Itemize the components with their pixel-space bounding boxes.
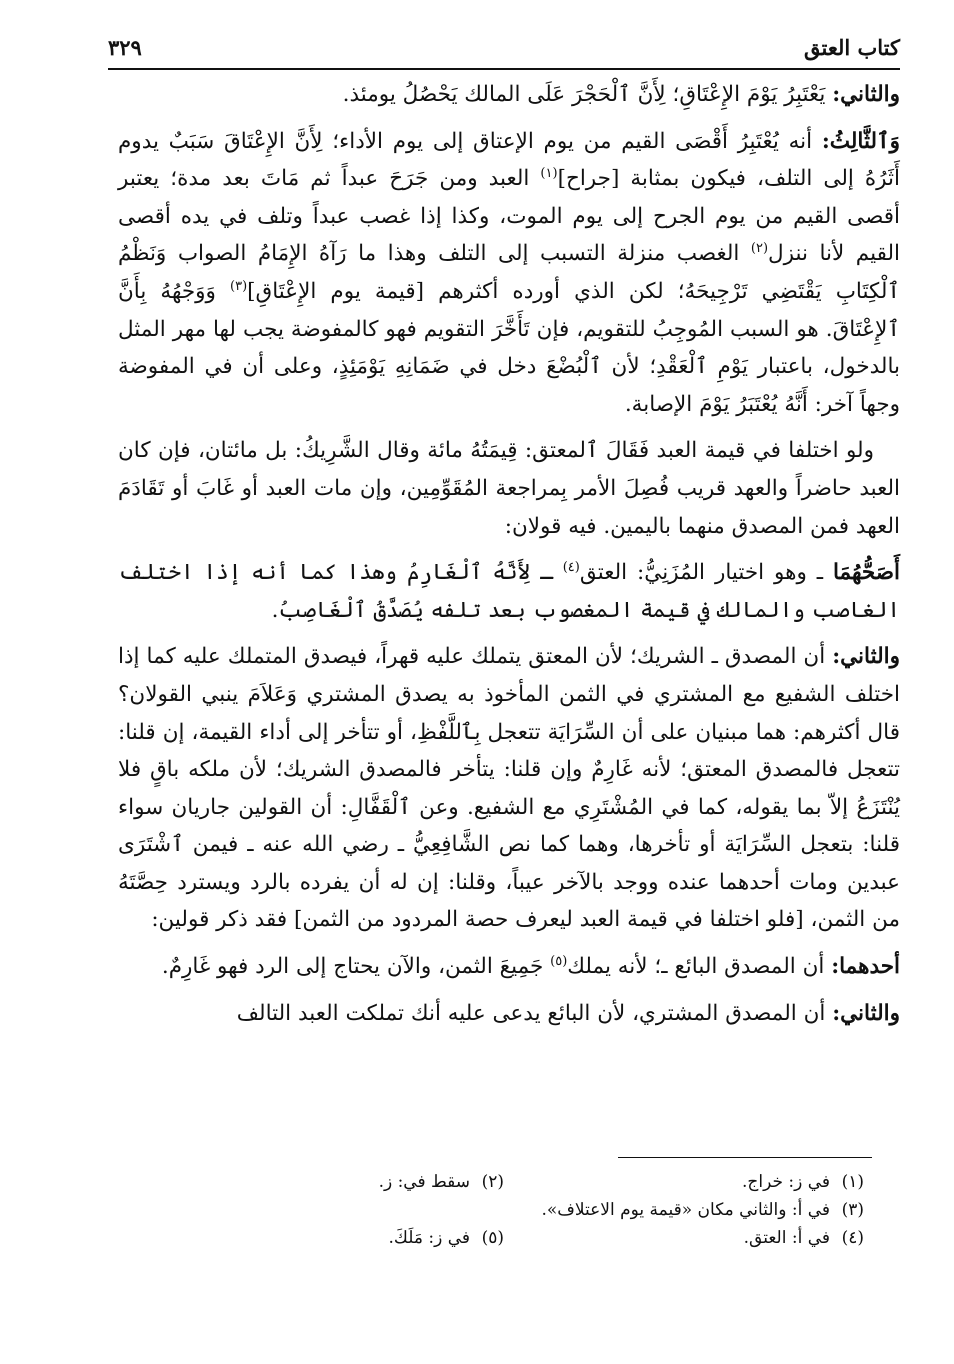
- footnote-row: [140, 1224, 864, 1252]
- page-header: [108, 14, 900, 70]
- footnote-4: [504, 1224, 864, 1252]
- paragraph-lead: والثاني:: [832, 644, 900, 670]
- footnote-2: [144, 1168, 504, 1196]
- footnote-text: سقط في: ز.: [378, 1172, 470, 1192]
- footnote-ref: (٥): [550, 953, 568, 969]
- paragraph-most-correct: [118, 554, 900, 629]
- footnote-number: (٥): [481, 1228, 504, 1248]
- footnote-row: [140, 1168, 864, 1196]
- footnote-number: (٣): [841, 1200, 864, 1220]
- footnote-text: في ز: خراج.: [741, 1172, 830, 1192]
- footnote-1: [504, 1168, 864, 1196]
- paragraph-third-opinion: [118, 123, 900, 424]
- paragraph-text: الغصب منزلة التسبب إلى التلف وهذا ما رَآهُ الإِمَامُ الصواب وَنَظْمُ ٱلْكِتَابِ يَقْتَضِي تَرْجِيحَهُ؛ لكن الذي أورده أكثرهم [قيمة يوم الإِعْتَاقِ]: [118, 241, 900, 304]
- footnotes: [140, 1168, 864, 1252]
- footnote-number: (١): [841, 1172, 864, 1192]
- paragraph-text: جَمِيعَ الثمن، والآن يحتاج إلى الرد فهو غَارِمٌ.: [161, 954, 551, 980]
- paragraph-text: ولو اختلفا في قيمة العبد فَقَالَ ٱلمعتق: قِيمَتُهُ مائة وقال الشَّرِيكُ: بل مائتان، فإن كان العبد حاضراً والعهد قريب فُصِلَ الأمر بِمراجعة المُقَوِّمِين، وإن مات العبد أو غَابَ أو تَقَادَمَ العهد فمن المصدق منهما باليمين. فيه قولان:: [118, 438, 900, 539]
- paragraph-text: يَعْتَبِرُ يَوْمَ الإِعْتَاقِ؛ لِأَنَّ ٱلْحَجْرَ عَلَى المالك يَحْصُلُ يومئذ.: [342, 82, 833, 107]
- footnote-text: في ز: مَلَكَ.: [388, 1228, 470, 1248]
- paragraph-first-seller: [118, 948, 900, 986]
- footnote-number: (٢): [481, 1172, 504, 1192]
- footnote-text: في أ: والثاني مكان «قيمة يوم الاعتلاف».: [541, 1200, 830, 1220]
- paragraph-dispute: [118, 432, 900, 545]
- paragraph-lead: وَٱلثَّالِثُ:: [821, 128, 900, 154]
- footnote-number: (٤): [841, 1228, 864, 1248]
- paragraph-lead: أحدهما:: [831, 954, 900, 980]
- paragraph-text: أنه يُعْتَبِرُ أَقْصَى القيم من يوم الإعتاق إلى يوم الأداء؛ لِأَنَّ الإِعْتَاقَ سَبَبٌ يدوم أَثَرُهُ إلى التلف، فيكون بمثابة [جراح]: [118, 128, 900, 192]
- paragraph-second-opinion: [118, 76, 900, 114]
- footnote-ref: (٤): [562, 559, 580, 575]
- paragraph-text: العبد ومن جَرَحَ عبداً ثم مَاتَ بعد مدة؛ يعتبر أقصى القيم من يوم الجرح إلى يوم الموت، وكذا إذا غصب عبداً وتلف في يده أقصى القيم لأنا ننزل: [118, 166, 900, 267]
- footnote-divider: [618, 1157, 872, 1158]
- footnote-5: [144, 1224, 504, 1252]
- footnote-ref: (١): [540, 166, 558, 182]
- paragraph-lead: والثاني:: [832, 1000, 900, 1026]
- paragraph-text: وَوَجْهُهُ بِأَنَّ ٱلإِعْتَاقَ. هو السبب المُوجِبُ للتقويم، فإن تَأَخَّرَ التقويم فهو كالمفوضة يجب لها مهر المثل بالدخول، باعتبار يَوْمِ ٱلْعَقْدِ؛ لأن ٱلْبُضْعَ دخل في ضَمَانِهِ يَوْمَئِذٍ، وعلى أن في المفوضة وجهاً آخر: أَنَّهُ يُعْتَبَرُ يَوْمَ الإصابة.: [118, 278, 900, 417]
- paragraph-second-partner: [118, 638, 900, 939]
- paragraph-lead: والثاني:: [832, 82, 900, 107]
- page-number: ٣٢٩: [108, 35, 142, 60]
- footnote-ref: (٣): [230, 278, 248, 294]
- footnote-3: [541, 1196, 864, 1224]
- paragraph-text: أن المصدق المشتري، لأن البائع يدعى عليه أنك تملكت العبد التالف: [236, 1000, 833, 1026]
- paragraph-text: ـ وهو اختيار المُزَنِيُّ: العتق: [579, 560, 833, 586]
- footnote-row: [140, 1196, 864, 1224]
- paragraph-text: ـ لِأَنَّهُ ٱلْغَارِمُ وهذا كما أنه إذا اختلف الغاصب والمالك في قيمة المغصوب بعد تلفه يُصَدَّقُ ٱلْغَاصِبُ.: [118, 560, 900, 623]
- main-text: [118, 76, 900, 1041]
- footnote-ref: (٢): [750, 241, 769, 257]
- footnote-text: في أ: العتق.: [743, 1228, 830, 1248]
- paragraph-text: أن المصدق البائع ـ؛ لأنه يملك: [567, 954, 832, 980]
- paragraph-lead: أَصَحُّهُمَا: [833, 560, 900, 586]
- paragraph-text: أن المصدق ـ الشريك؛ لأن المعتق يتملك عليه قهراً، فيصدق المتملك عليه كما إذا اختلف الشفيع مع المشتري في الثمن المأخوذ به يصدق المشتري وَعَلاَمَ ينبي القولان؟ قال أكثرهم: هما مبنيان على أن السِّرَايَة تتعجل بِٱللَّفْظِ، أو تتأخر إلى أداء القيمة، إن قلنا: تتعجل فالمصدق المعتق؛ لأنه غَارِمٌ وإن قلنا: يتأخر فالمصدق الشريك؛ لأن ملكه باقٍ فلا يُنْتَزَعُ إلاّ بما يقوله، كما في المُشْتَرِي مع الشفيع. وعن ٱلْقَفَّالِ: أن القولين جاريان سواء قلنا: بتعجل السِّرَايَة أو تأخرها، وهما كما نص الشَّافِعِيُّ ـ رضي الله عنه ـ فيمن ٱشْتَرَى عبدين ومات أحدهما عنده ووجد بالآخر عيباً، وقلنا: إن له أن يفرده بالرد ويسترد حِصَّتَهُ من الثمن، [فلو اختلفا في قيمة العبد ليعرف حصة المردود من الثمن] فقد ذكر قولين:: [118, 644, 900, 933]
- book-title: كتاب العتق: [803, 35, 900, 60]
- paragraph-second-buyer: [118, 995, 900, 1033]
